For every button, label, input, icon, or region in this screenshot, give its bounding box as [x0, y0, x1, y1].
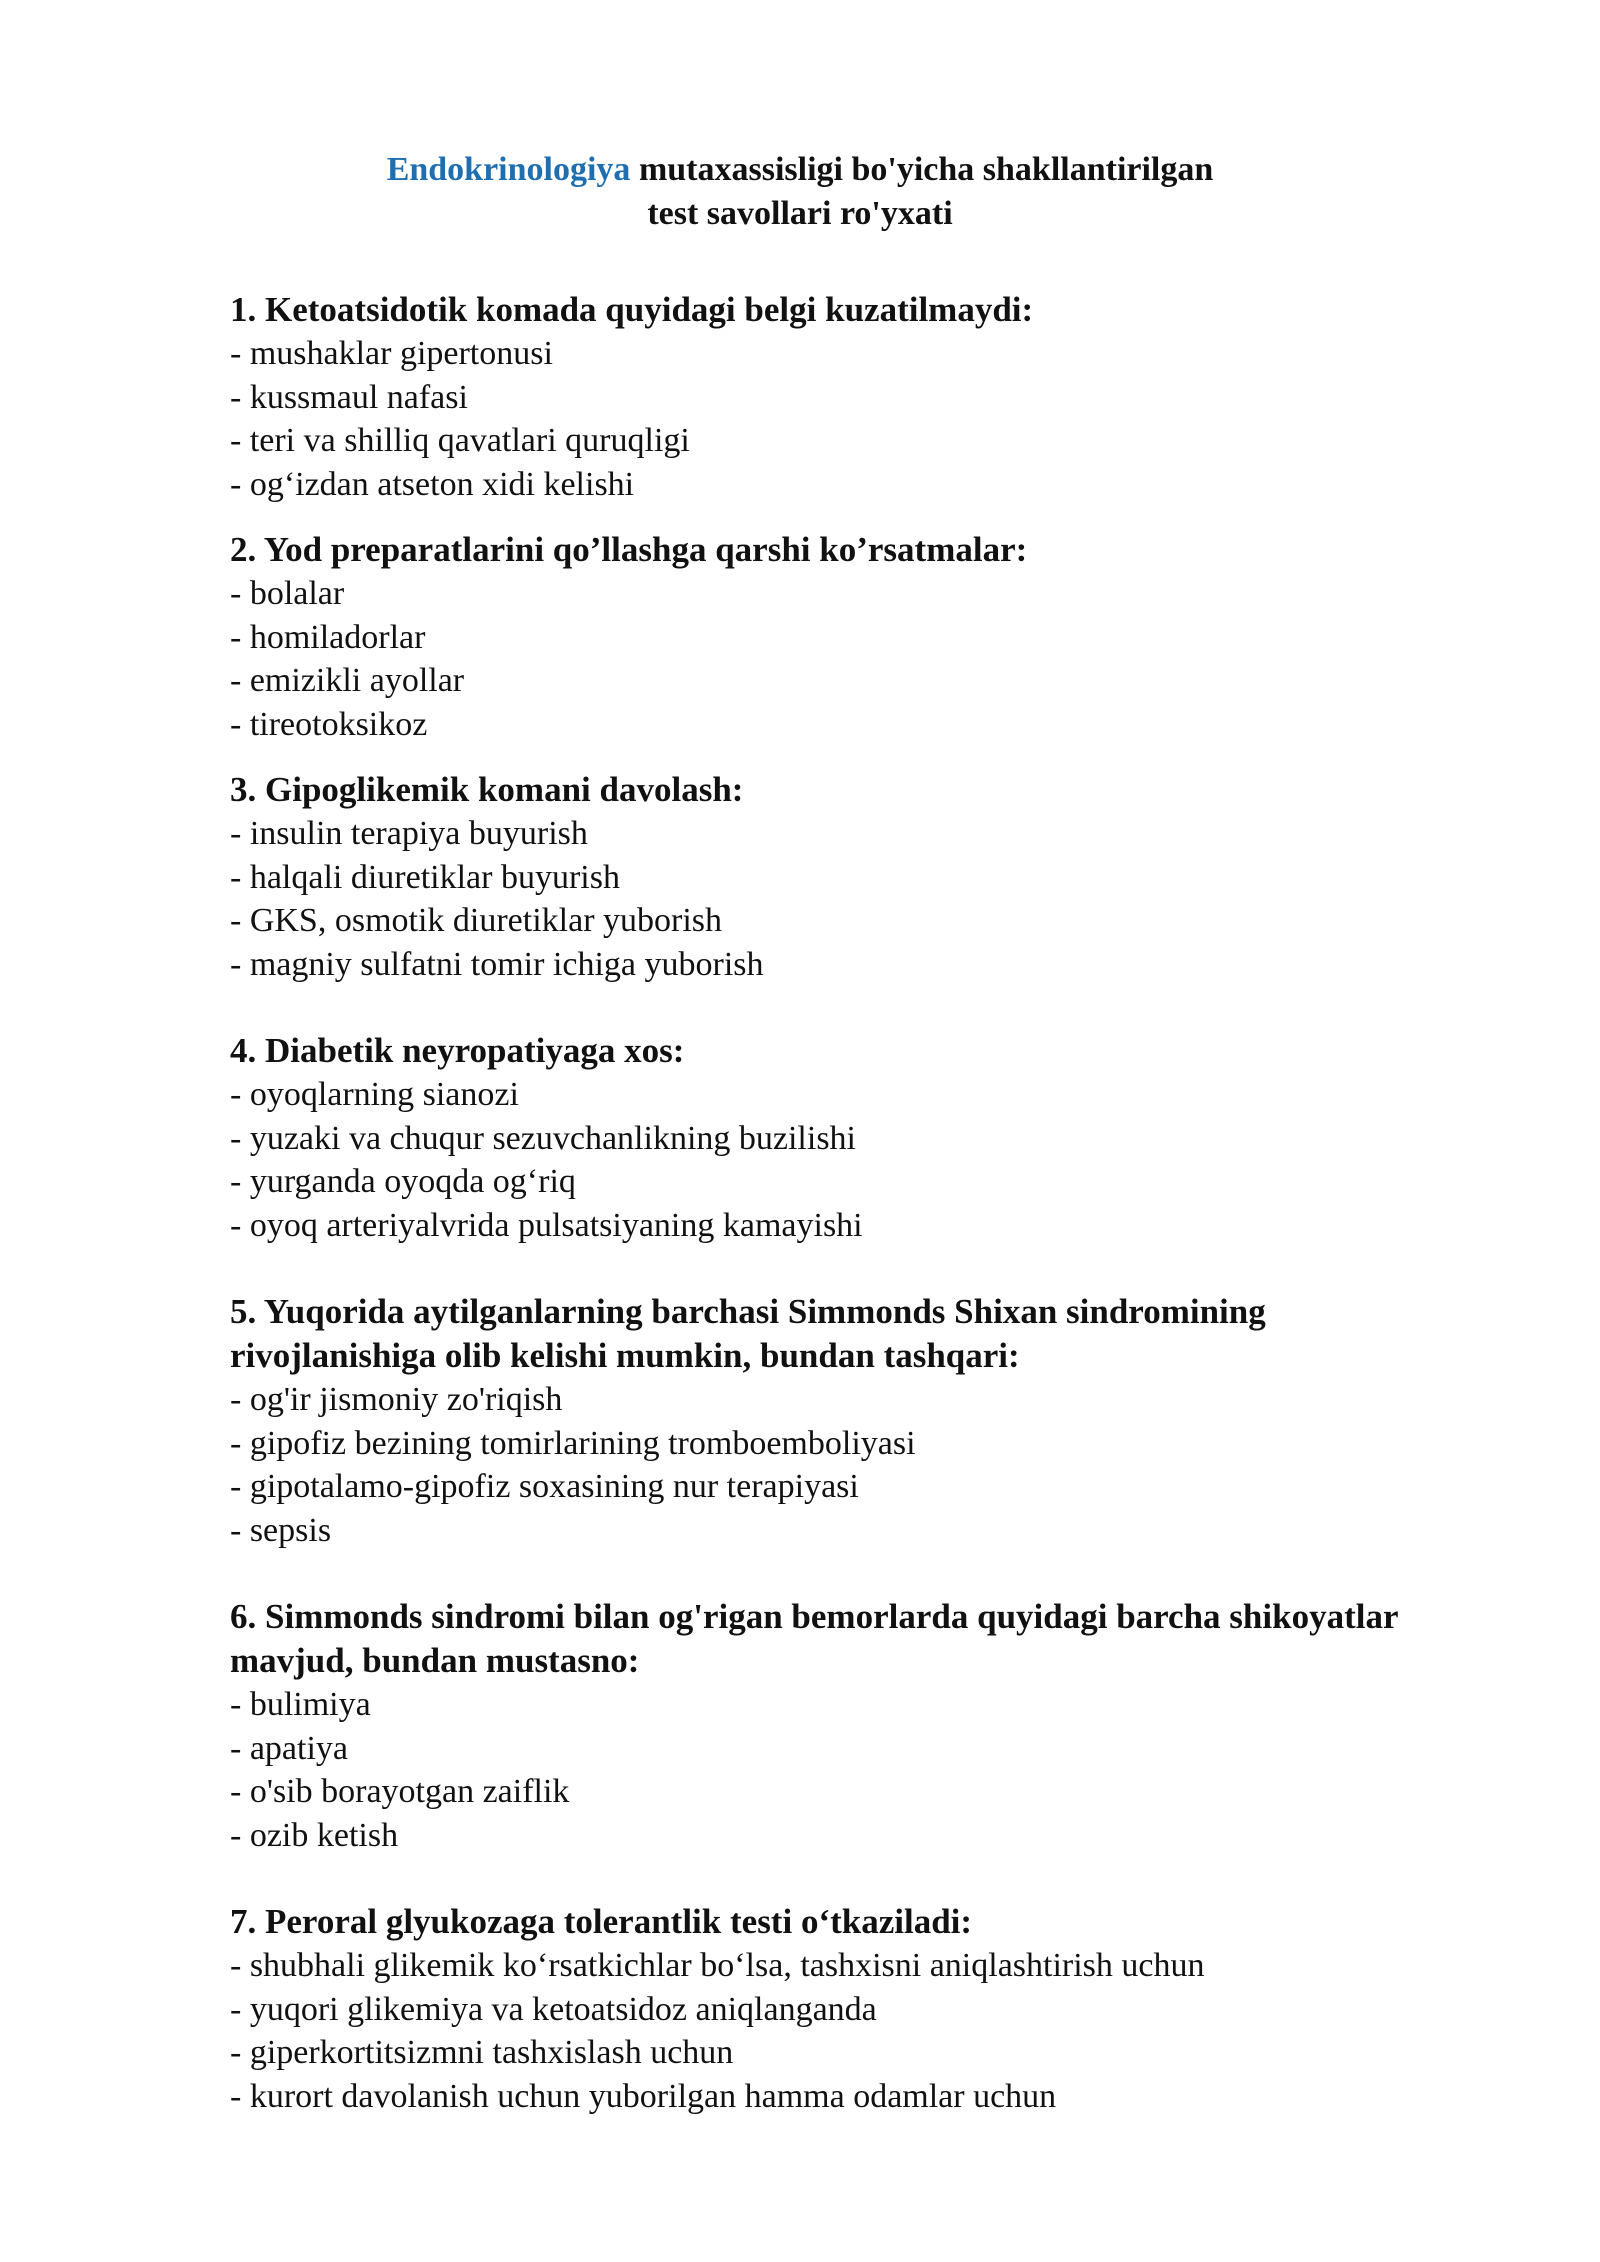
question-7 [230, 1900, 1410, 2118]
question-text: 5. Yuqorida aytilganlarning barchasi Simmonds Shixan sindromining rivojlanishiga olib kelishi mumkin, bundan tashqari: [230, 1292, 1266, 1375]
answer-list [230, 1378, 1410, 1552]
question-5 [230, 1290, 1410, 1552]
question-4 [230, 1029, 1410, 1247]
question-text: 6. Simmonds sindromi bilan og'rigan bemorlarda quyidagi barcha shikoyatlar mavjud, bundan mustasno: [230, 1597, 1398, 1680]
document-title [0, 148, 1600, 236]
answer-list [230, 1683, 1410, 1857]
answer-option: - o'sib borayotgan zaiflik [230, 1773, 570, 1810]
question-text: 3. Gipoglikemik komani davolash: [230, 770, 744, 809]
answer-list [230, 572, 1410, 746]
answer-list [230, 812, 1410, 986]
question-3 [230, 768, 1410, 986]
answer-list [230, 332, 1410, 506]
answer-option: - homiladorlar [230, 618, 426, 656]
answer-option: - insulin terapiya buyurish [230, 815, 588, 852]
answer-option: - gipotalamo-gipofiz soxasining nur terapiyasi [230, 1468, 859, 1505]
answer-option: - teri va shilliq qavatlari quruqligi [230, 422, 690, 459]
answer-option: - shubhali glikemik ko‘rsatkichlar bo‘lsa, tashxisni aniqlashtirish uchun [230, 1947, 1205, 1984]
answer-option: - ozib ketish [230, 1816, 399, 1854]
question-6 [230, 1595, 1410, 1857]
answer-option: - GKS, osmotik diuretiklar yuborish [230, 902, 723, 939]
answer-option: - oyoqlarning sianozi [230, 1076, 519, 1113]
question-text: 1. Ketoatsidotik komada quyidagi belgi kuzatilmaydi: [230, 290, 1034, 329]
question-text: 2. Yod preparatlarini qo’llashga qarshi ko’rsatmalar: [230, 530, 1028, 569]
answer-option: - gipofiz bezining tomirlarining tromboemboliyasi [230, 1424, 916, 1462]
answer-option: - oyoq arteriyalvrida pulsatsiyaning kamayishi [230, 1206, 863, 1244]
question-2 [230, 528, 1410, 746]
answer-option: - tireotoksikoz [230, 705, 428, 743]
answer-list [230, 1073, 1410, 1247]
answer-option: - kurort davolanish uchun yuborilgan hamma odamlar uchun [230, 2077, 1057, 2115]
title-line2: test savollari ro'yxati [647, 195, 953, 232]
answer-option: - apatiya [230, 1729, 348, 1767]
answer-option: - halqali diuretiklar buyurish [230, 858, 620, 896]
answer-option: - giperkortitsizmni tashxislash uchun [230, 2034, 734, 2071]
title-rest: mutaxassisligi bo'yicha shakllantirilgan [630, 151, 1214, 188]
answer-option: - magniy sulfatni tomir ichiga yuborish [230, 945, 764, 983]
title-accent: Endokrinologiya [386, 151, 631, 188]
answer-option: - bulimiya [230, 1686, 371, 1723]
question-text: 4. Diabetik neyropatiyaga xos: [230, 1031, 685, 1070]
answer-option: - mushaklar gipertonusi [230, 335, 553, 372]
answer-list [230, 1944, 1410, 2118]
answer-option: - og'ir jismoniy zo'riqish [230, 1381, 563, 1418]
answer-option: - yuzaki va chuqur sezuvchanlikning buzilishi [230, 1119, 856, 1157]
answer-option: - yurganda oyoqda og‘riq [230, 1163, 576, 1200]
answer-option: - sepsis [230, 1511, 332, 1549]
question-text: 7. Peroral glyukozaga tolerantlik testi o‘tkaziladi: [230, 1902, 973, 1941]
answer-option: - kussmaul nafasi [230, 378, 468, 416]
question-1 [230, 288, 1410, 506]
question-list [230, 288, 1410, 2118]
answer-option: - bolalar [230, 575, 345, 612]
answer-option: - emizikli ayollar [230, 662, 465, 699]
answer-option: - og‘izdan atseton xidi kelishi [230, 465, 635, 503]
answer-option: - yuqori glikemiya va ketoatsidoz aniqlanganda [230, 1990, 877, 2028]
